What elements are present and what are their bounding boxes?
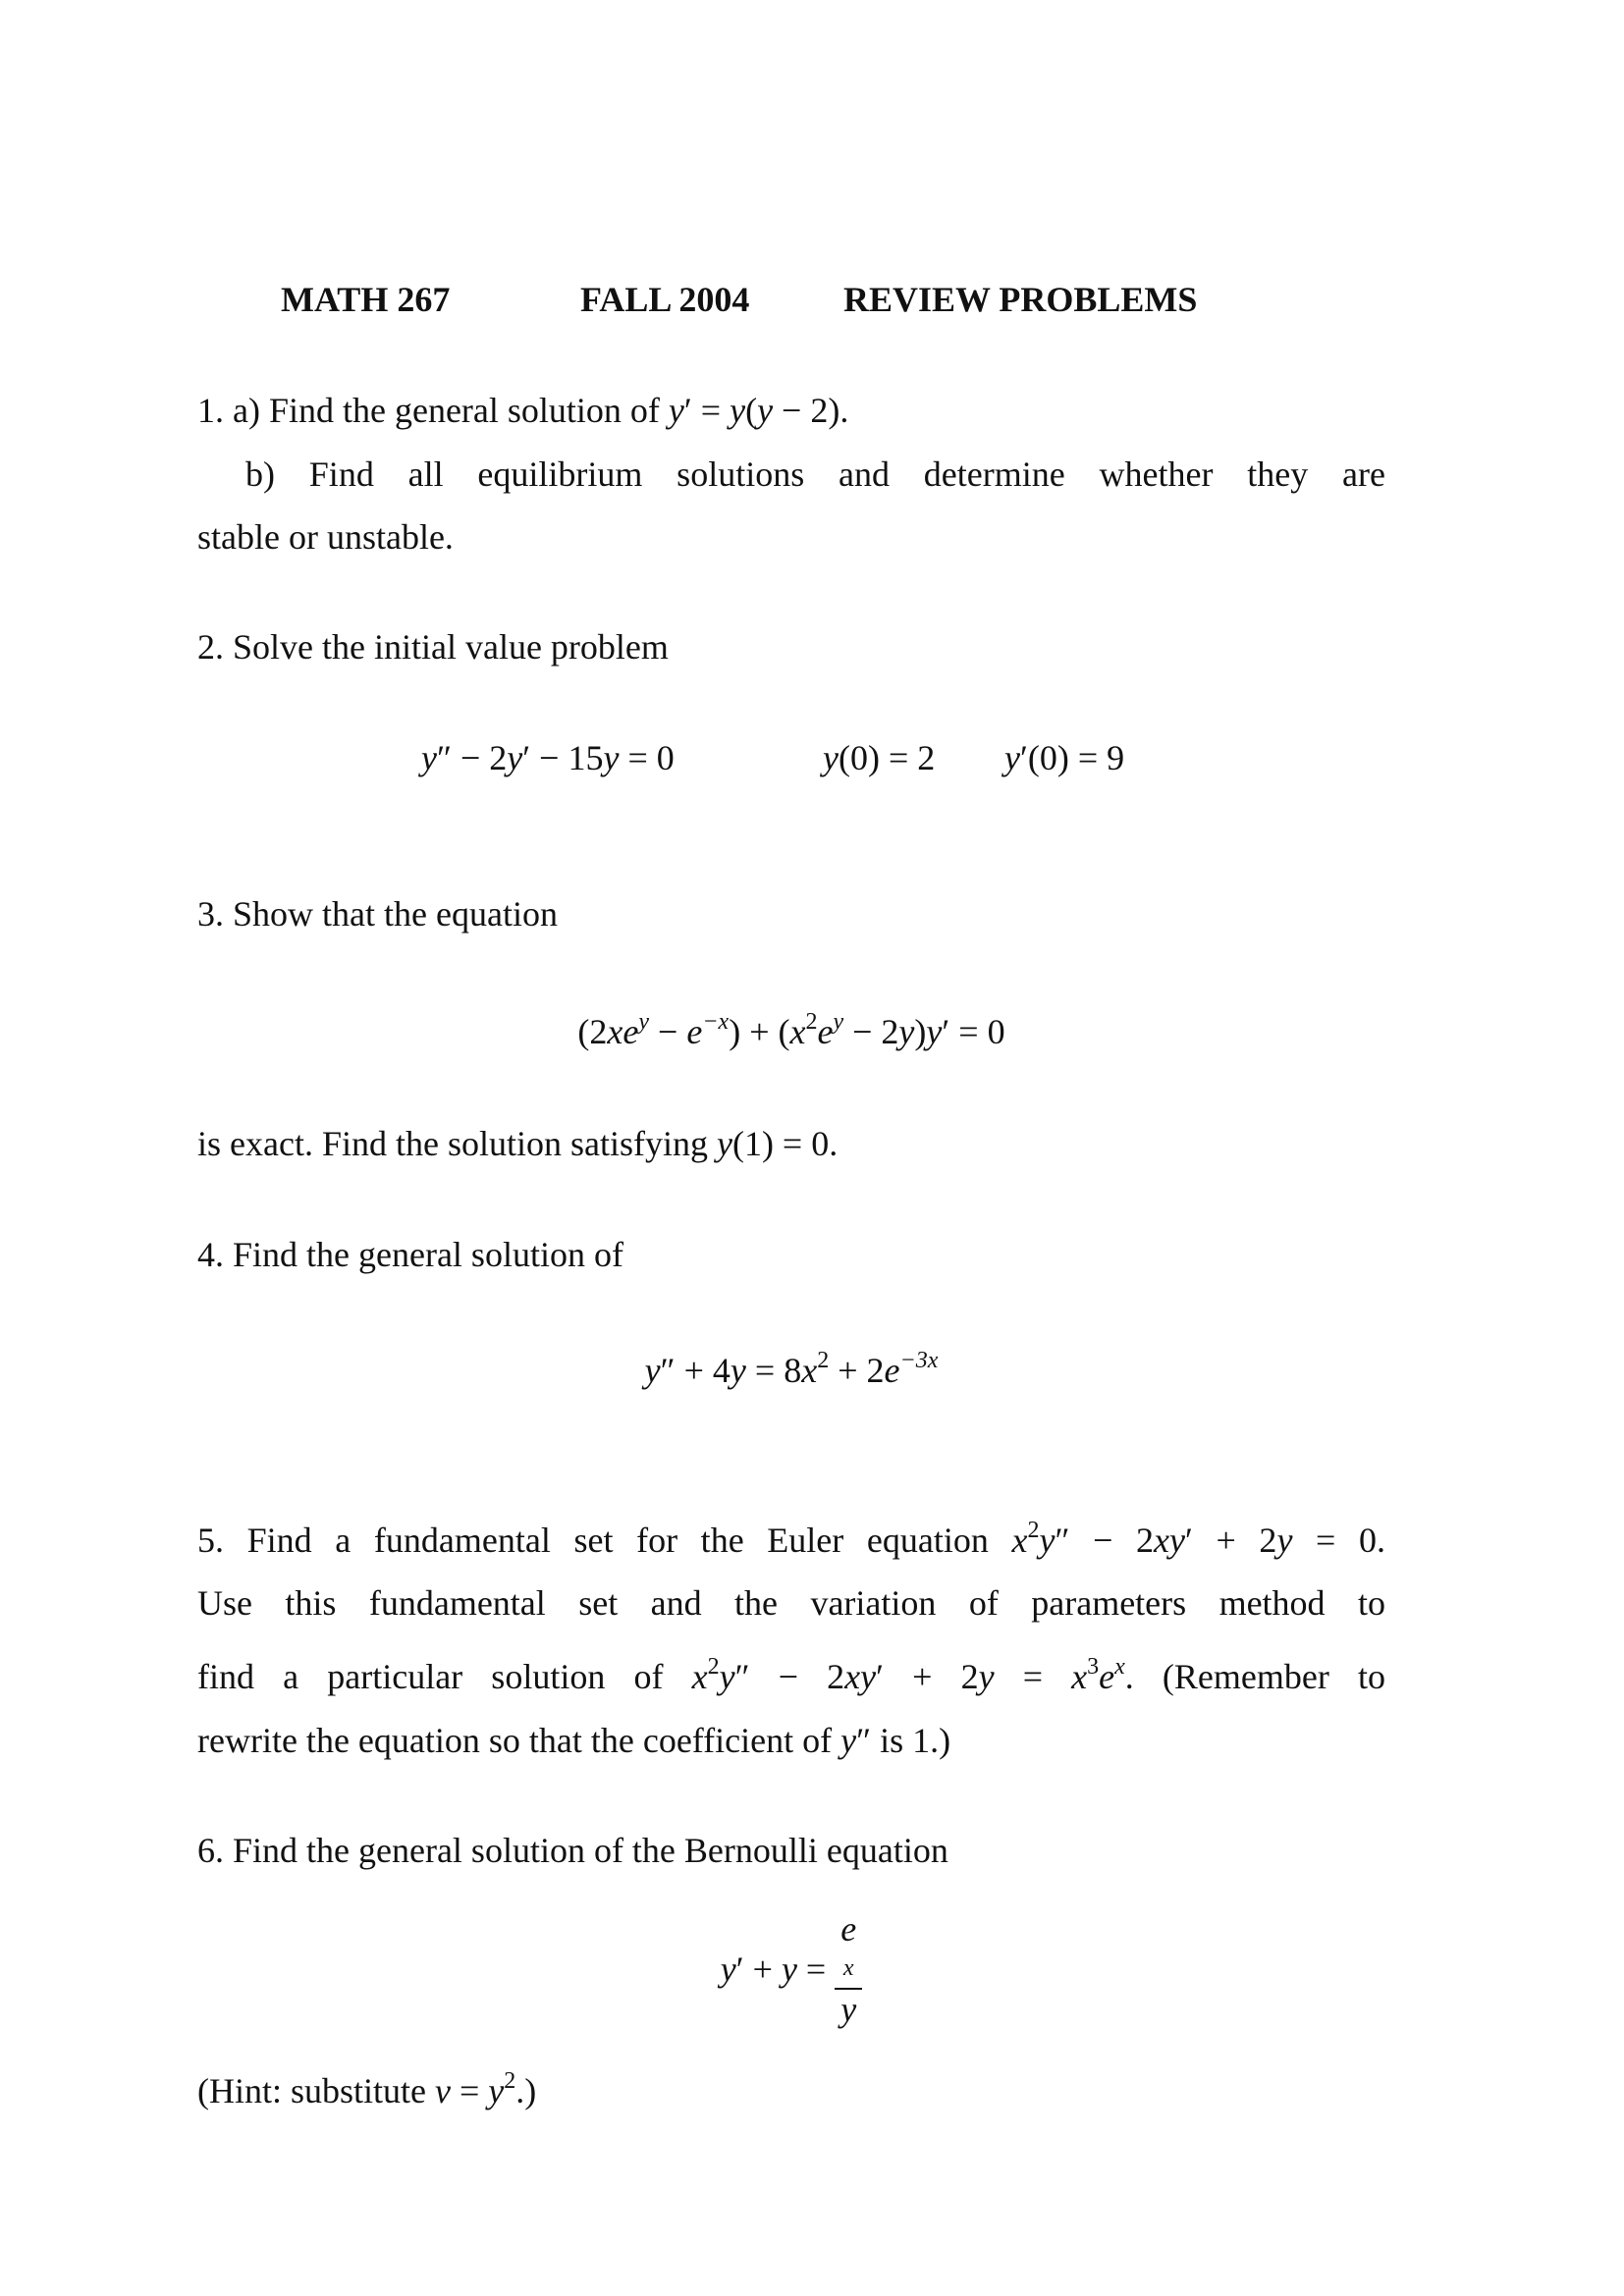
- problem-1a: [197, 389, 1385, 432]
- math-variable: y: [1004, 738, 1020, 777]
- math-variable: y: [1039, 1521, 1056, 1560]
- text-segment: 4. Find the general solution of: [197, 1235, 623, 1274]
- problem-6-lhs: [721, 1949, 826, 1989]
- course-label: MATH 267: [281, 280, 451, 319]
- text-segment: 6. Find the general solution of the Bernoulli equation: [197, 1831, 948, 1870]
- text-segment: + 2: [829, 1351, 885, 1390]
- math-variable: y: [840, 1721, 857, 1760]
- superscript: y: [638, 1009, 650, 1035]
- document-header: [197, 278, 1385, 321]
- math-variable: y: [644, 1351, 661, 1390]
- text-segment: =: [796, 1949, 827, 1989]
- problem-4: [197, 1233, 1385, 1276]
- math-variable: y: [840, 1990, 857, 2029]
- problem-6: [197, 1829, 1385, 1872]
- math-variable: y: [488, 2071, 505, 2110]
- problem-2-initial-condition-2: [1004, 736, 1124, 779]
- text-segment: ″ is 1.): [856, 1721, 951, 1760]
- math-variable: y: [926, 1012, 943, 1051]
- text-segment: rewrite the equation so that the coefficient of: [197, 1721, 841, 1760]
- text-segment: − 2).: [773, 391, 849, 430]
- math-variable: y: [716, 1124, 732, 1163]
- math-variable: y: [898, 1012, 915, 1051]
- math-variable: e: [884, 1351, 900, 1390]
- document-body: [197, 278, 1385, 2112]
- superscript: x: [842, 1955, 854, 1981]
- text-segment: 5. Find a fundamental set for the Euler equation: [197, 1521, 1012, 1560]
- math-variable: xy: [1154, 1521, 1185, 1560]
- math-variable: e: [1099, 1657, 1115, 1696]
- math-variable: y: [421, 738, 437, 777]
- text-segment: = 0: [619, 738, 675, 777]
- text-segment: (: [745, 391, 758, 430]
- problem-2-initial-condition-1: [823, 736, 935, 779]
- math-variable: y: [781, 1949, 797, 1989]
- text-segment: find a particular solution of: [197, 1657, 692, 1696]
- text-segment: ″ − 2: [1055, 1521, 1155, 1560]
- problem-4-equation: [197, 1339, 1385, 1392]
- problem-2: [197, 625, 1385, 668]
- superscript: 2: [707, 1654, 720, 1680]
- math-variable: e: [840, 1909, 857, 1949]
- text-segment: (1) = 0.: [731, 1124, 839, 1163]
- superscript: 2: [504, 2068, 516, 2094]
- problem-2-equation-row: [197, 736, 1385, 779]
- text-segment: .): [515, 2071, 537, 2110]
- math-variable: y: [730, 1351, 746, 1390]
- superscript: −x: [702, 1009, 730, 1035]
- superscript: 2: [1027, 1518, 1040, 1543]
- text-segment: ″ + 4: [660, 1351, 731, 1390]
- term-label: FALL 2004: [580, 280, 750, 319]
- math-variable: y: [603, 738, 620, 777]
- text-segment: 3. Show that the equation: [197, 894, 558, 934]
- math-variable: xy: [844, 1657, 877, 1696]
- superscript: −3x: [899, 1348, 939, 1373]
- text-segment: = 8: [745, 1351, 802, 1390]
- math-variable: x: [1071, 1657, 1088, 1696]
- math-variable: y: [730, 391, 746, 430]
- fraction: [835, 1909, 862, 2029]
- math-variable: x: [691, 1657, 708, 1696]
- text-segment: ′ − 15: [522, 738, 604, 777]
- text-segment: ″ − 2: [436, 738, 508, 777]
- text-segment: ′ +: [735, 1949, 782, 1989]
- math-variable: e: [817, 1012, 834, 1051]
- problem-6-equation: [197, 1909, 1385, 2029]
- superscript: 2: [805, 1009, 818, 1035]
- problem-6-hint: [197, 2059, 1385, 2112]
- fraction-numerator: [835, 1909, 862, 1990]
- text-segment: stable or unstable.: [197, 517, 454, 557]
- text-segment: =: [994, 1657, 1072, 1696]
- text-segment: ′ + 2: [1184, 1521, 1277, 1560]
- text-segment: =: [450, 2071, 489, 2110]
- math-variable: y: [720, 1949, 736, 1989]
- problem-5-line-4: [197, 1719, 1385, 1762]
- math-variable: y: [668, 391, 684, 430]
- text-segment: (Hint: substitute: [197, 2071, 435, 2110]
- problem-5-line-1: [197, 1509, 1385, 1562]
- math-variable: x: [1011, 1521, 1028, 1560]
- text-segment: 1. a) Find the general solution of: [197, 391, 669, 430]
- math-variable: y: [757, 391, 774, 430]
- problem-5-line-3: [197, 1645, 1385, 1698]
- text-segment: b) Find all equilibrium solutions and determine whether they are: [245, 454, 1385, 494]
- text-segment: ′ =: [683, 391, 731, 430]
- text-segment: −: [649, 1012, 687, 1051]
- text-segment: = 0.: [1292, 1521, 1385, 1560]
- superscript: 3: [1087, 1654, 1100, 1680]
- document-title: REVIEW PROBLEMS: [843, 280, 1198, 319]
- superscript: y: [833, 1009, 844, 1035]
- text-segment: Use this fundamental set and the variation of parameters method to: [197, 1583, 1385, 1623]
- text-segment: − 2: [843, 1012, 899, 1051]
- problem-1b: [245, 453, 1385, 496]
- math-variable: y: [719, 1657, 735, 1696]
- text-segment: ′ = 0: [942, 1012, 1005, 1051]
- problem-3-cont: [197, 1122, 1385, 1165]
- problem-2-equation: [421, 736, 675, 779]
- text-segment: ): [914, 1012, 927, 1051]
- math-variable: v: [435, 2071, 451, 2110]
- math-variable: y: [507, 738, 523, 777]
- math-variable: y: [978, 1657, 995, 1696]
- problem-3: [197, 892, 1385, 935]
- math-variable: xe: [607, 1012, 639, 1051]
- text-segment: is exact. Find the solution satisfying: [197, 1124, 717, 1163]
- text-segment: ′(0) = 9: [1019, 738, 1125, 777]
- math-variable: e: [686, 1012, 703, 1051]
- math-variable: x: [801, 1351, 818, 1390]
- problem-1b-cont: [197, 515, 1385, 559]
- text-segment: (0) = 2: [838, 738, 936, 777]
- problem-3-equation: [197, 1000, 1385, 1053]
- math-variable: y: [823, 738, 839, 777]
- math-variable: y: [1276, 1521, 1293, 1560]
- text-segment: 2. Solve the initial value problem: [197, 627, 669, 667]
- problem-5-line-2: [197, 1581, 1385, 1625]
- text-segment: ) + (: [729, 1012, 790, 1051]
- math-variable: x: [789, 1012, 806, 1051]
- text-segment: . (Remember to: [1124, 1657, 1385, 1696]
- superscript: 2: [817, 1348, 830, 1373]
- fraction-denominator: [835, 1990, 862, 2029]
- text-segment: ′ + 2: [876, 1657, 979, 1696]
- superscript: x: [1114, 1654, 1125, 1680]
- text-segment: ″ − 2: [734, 1657, 845, 1696]
- text-segment: (2: [577, 1012, 608, 1051]
